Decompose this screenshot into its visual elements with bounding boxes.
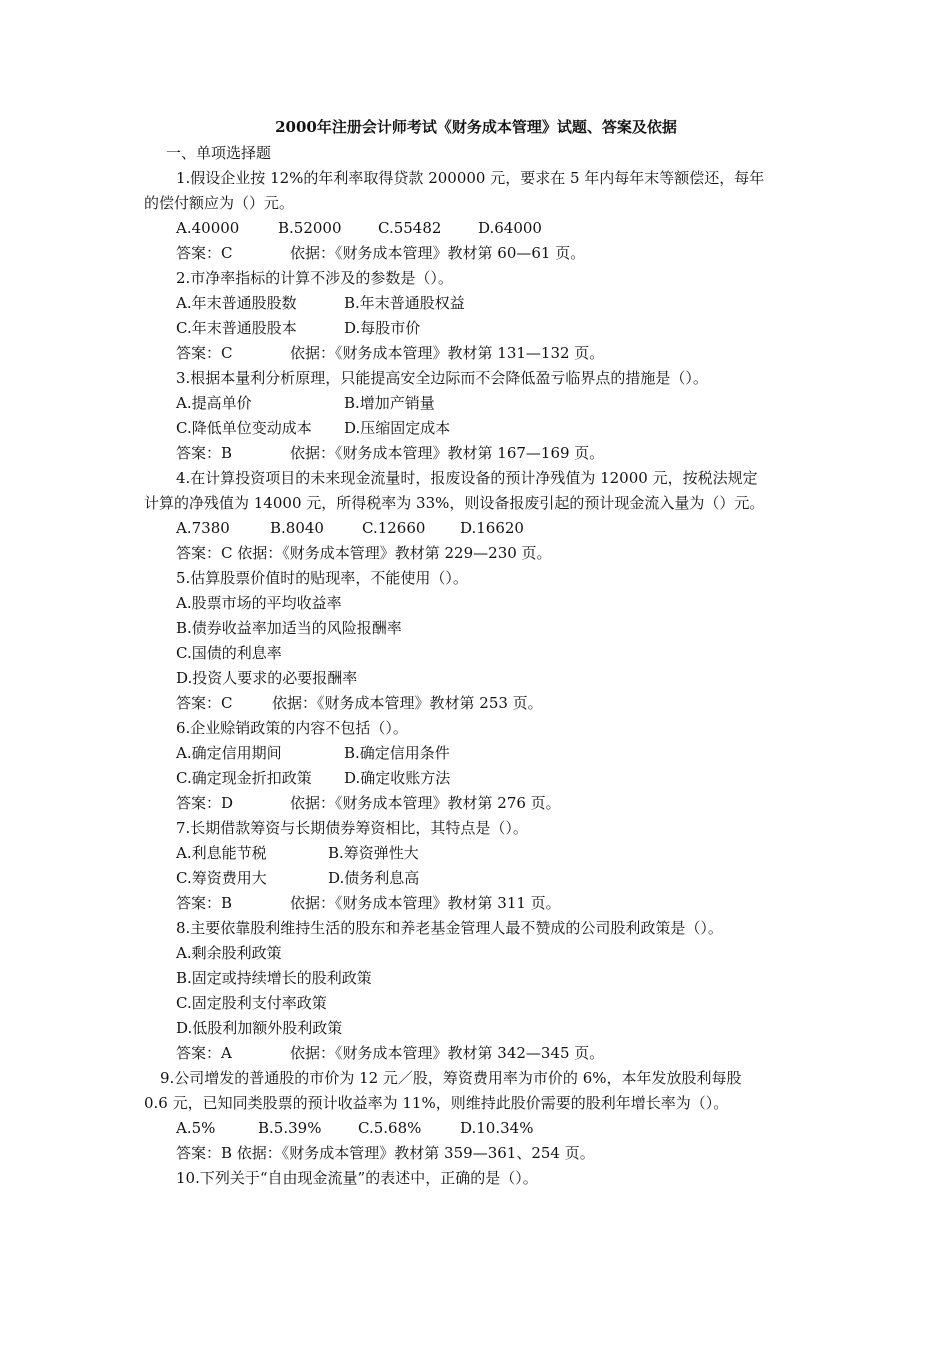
question-1-line-2: 的偿付额应为（）元。 [144,194,295,212]
basis-text: 依据：《财务成本管理》教材第 167—169 页。 [290,444,605,462]
basis-text: 依据：《财务成本管理》教材第 131—132 页。 [290,344,605,362]
option-b: B.5.39% [258,1119,322,1137]
option-b: B.确定信用条件 [344,744,450,762]
question-8-stem: 8.主要依靠股利维持生活的股东和养老基金管理人最不赞成的公司股利政策是（）。 [176,919,723,937]
question-2-stem: 2.市净率指标的计算不涉及的参数是（）。 [176,269,453,287]
answer-text: 答案：B [176,444,233,462]
question-3-options-row-1 [176,393,435,413]
question-4-line-1: 4.在计算投资项目的未来现金流量时，报废设备的预计净残值为 12000 元，按税法规定 [176,469,758,487]
question-1-options [176,218,542,238]
option-a: A.确定信用期间 [176,744,282,762]
question-3-options-row-2 [176,418,450,438]
question-7-answer [176,893,561,913]
section-heading: 一、单项选择题 [166,144,272,162]
question-9-line-2: 0.6 元，已知同类股票的预计收益率为 11%，则维持此股价需要的股利年增长率为（）。 [144,1094,729,1112]
option-c: C.年末普通股股本 [176,319,297,337]
question-9-answer: 答案：B 依据：《财务成本管理》教材第 359—361、254 页。 [176,1144,595,1162]
option-c: C.5.68% [358,1119,422,1137]
answer-text: 答案：A [176,1044,232,1062]
basis-text: 依据：《财务成本管理》教材第 311 页。 [290,894,561,912]
question-7-options-row-2 [176,868,419,888]
option-a: A.利息能节税 [176,844,267,862]
basis-text: 依据：《财务成本管理》教材第 253 页。 [272,694,543,712]
question-6-options-row-2 [176,768,450,788]
option-d: D.16620 [460,519,524,537]
option-c: C.12660 [362,519,426,537]
question-2-options-row-1 [176,293,465,313]
question-2-options-row-2 [176,318,420,338]
answer-text: 答案：C [176,694,233,712]
option-d: D.债务利息高 [328,869,420,887]
question-10-stem: 10.下列关于“自由现金流量”的表述中，正确的是（）。 [176,1169,538,1187]
question-6-answer [176,793,561,813]
question-8-option-d: D.低股利加额外股利政策 [176,1019,343,1037]
option-c: C.确定现金折扣政策 [176,769,312,787]
question-5-answer [176,693,543,713]
option-a: A.5% [176,1119,216,1137]
question-8-option-b: B.固定或持续增长的股利政策 [176,969,372,987]
option-a: A.年末普通股股数 [176,294,297,312]
question-8-option-a: A.剩余股利政策 [176,944,282,962]
option-c: C.55482 [378,219,442,237]
option-b: B.52000 [278,219,342,237]
option-b: B.年末普通股权益 [344,294,465,312]
question-6-stem: 6.企业赊销政策的内容不包括（）。 [176,719,408,737]
question-9-options [176,1118,533,1138]
page-title: 2000年注册会计师考试《财务成本管理》试题、答案及依据 [275,118,677,136]
question-6-options-row-1 [176,743,450,763]
answer-text: 答案：C [176,244,233,262]
option-a: A.40000 [176,219,240,237]
question-5-option-a: A.股票市场的平均收益率 [176,594,342,612]
option-d: D.压缩固定成本 [344,419,451,437]
basis-text: 依据：《财务成本管理》教材第 60—61 页。 [290,244,586,262]
answer-text: 答案：B [176,894,233,912]
question-7-stem: 7.长期借款筹资与长期债券筹资相比，其特点是（）。 [176,819,528,837]
question-9-line-1: 9.公司增发的普通股的市价为 12 元／股，筹资费用率为市价的 6%，本年发放股利每股 [160,1069,742,1087]
question-3-answer [176,443,604,463]
option-d: D.确定收账方法 [344,769,451,787]
question-5-option-c: C.国债的利息率 [176,644,282,662]
basis-text: 依据：《财务成本管理》教材第 276 页。 [290,794,561,812]
basis-text: 依据：《财务成本管理》教材第 342—345 页。 [290,1044,605,1062]
option-d: D.每股市价 [344,319,421,337]
question-5-option-b: B.债券收益率加适当的风险报酬率 [176,619,402,637]
question-8-option-c: C.固定股利支付率政策 [176,994,327,1012]
question-2-answer [176,343,604,363]
option-d: D.10.34% [460,1119,534,1137]
option-b: B.8040 [270,519,324,537]
option-d: D.64000 [478,219,542,237]
question-1-line-1: 1.假设企业按 12%的年利率取得贷款 200000 元，要求在 5 年内每年末等额偿还，每年 [176,169,765,187]
question-5-option-d: D.投资人要求的必要报酬率 [176,669,358,687]
question-4-answer: 答案：C 依据：《财务成本管理》教材第 229—230 页。 [176,544,552,562]
answer-text: 答案：D [176,794,234,812]
question-5-stem: 5.估算股票价值时的贴现率，不能使用（）。 [176,569,468,587]
question-3-stem: 3.根据本量利分析原理，只能提高安全边际而不会降低盈亏临界点的措施是（）。 [176,369,708,387]
question-7-options-row-1 [176,843,419,863]
option-c: C.筹资费用大 [176,869,267,887]
option-a: A.7380 [176,519,230,537]
question-4-line-2: 计算的净残值为 14000 元，所得税率为 33%，则设备报废引起的预计现金流入量为（）元。 [144,494,765,512]
option-c: C.降低单位变动成本 [176,419,312,437]
option-b: B.筹资弹性大 [328,844,419,862]
option-b: B.增加产销量 [344,394,435,412]
answer-text: 答案：C [176,344,233,362]
option-a: A.提高单价 [176,394,252,412]
question-1-answer [176,243,585,263]
question-8-answer [176,1043,604,1063]
question-4-options [176,518,524,538]
